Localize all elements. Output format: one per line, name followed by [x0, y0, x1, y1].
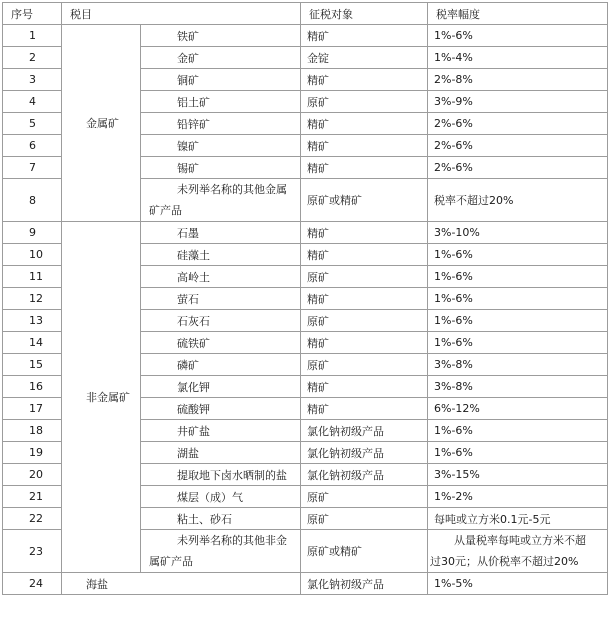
item-name: 氯化钾	[141, 376, 301, 398]
table-row	[3, 573, 608, 595]
tax-object: 原矿或精矿	[301, 530, 428, 573]
tax-object: 精矿	[301, 332, 428, 354]
row-number: 22	[3, 508, 62, 530]
item-name: 提取地下卤水晒制的盐	[141, 464, 301, 486]
item-name: 铁矿	[141, 25, 301, 47]
row-number: 1	[3, 25, 62, 47]
item-name-line1: 未列举名称的其他金属	[177, 183, 287, 196]
item-name: 煤层（成）气	[141, 486, 301, 508]
tax-rate: 1%-6%	[428, 442, 608, 464]
tax-rate-table	[2, 2, 608, 595]
item-name-line2: 属矿产品	[149, 555, 193, 568]
item-name: 铅锌矿	[141, 113, 301, 135]
item-name: 海盐	[62, 573, 301, 595]
row-number: 2	[3, 47, 62, 69]
row-number: 21	[3, 486, 62, 508]
item-name: 铝土矿	[141, 91, 301, 113]
item-name: 铜矿	[141, 69, 301, 91]
tax-rate: 1%-6%	[428, 288, 608, 310]
tax-object: 氯化钠初级产品	[301, 573, 428, 595]
tax-rate: 2%-6%	[428, 113, 608, 135]
row-number: 16	[3, 376, 62, 398]
tax-object: 氯化钠初级产品	[301, 442, 428, 464]
tax-rate: 6%-12%	[428, 398, 608, 420]
row-number: 8	[3, 179, 62, 222]
tax-object: 精矿	[301, 376, 428, 398]
row-number: 7	[3, 157, 62, 179]
row-number: 14	[3, 332, 62, 354]
row-number: 9	[3, 222, 62, 244]
item-name	[141, 530, 301, 573]
tax-rate	[428, 530, 608, 573]
tax-object: 原矿	[301, 354, 428, 376]
item-name-line1: 未列举名称的其他非金	[177, 534, 287, 547]
row-number: 13	[3, 310, 62, 332]
tax-object: 氯化钠初级产品	[301, 420, 428, 442]
item-name: 石墨	[141, 222, 301, 244]
row-number: 11	[3, 266, 62, 288]
tax-rate-line1: 从量税率每吨或立方米不超	[454, 534, 586, 547]
table-row	[3, 222, 608, 244]
tax-rate: 1%-6%	[428, 244, 608, 266]
tax-rate: 1%-2%	[428, 486, 608, 508]
tax-object: 精矿	[301, 398, 428, 420]
tax-rate: 3%-8%	[428, 376, 608, 398]
tax-rate: 1%-4%	[428, 47, 608, 69]
item-name: 磷矿	[141, 354, 301, 376]
item-name: 湖盐	[141, 442, 301, 464]
item-name: 石灰石	[141, 310, 301, 332]
tax-rate: 3%-9%	[428, 91, 608, 113]
tax-object: 精矿	[301, 244, 428, 266]
tax-rate: 每吨或立方米0.1元-5元	[428, 508, 608, 530]
row-number: 23	[3, 530, 62, 573]
item-name: 硅藻土	[141, 244, 301, 266]
tax-object: 精矿	[301, 157, 428, 179]
item-name: 硫酸钾	[141, 398, 301, 420]
tax-rate: 1%-6%	[428, 266, 608, 288]
item-name-line2: 矿产品	[149, 204, 182, 217]
row-number: 6	[3, 135, 62, 157]
item-name: 井矿盐	[141, 420, 301, 442]
tax-rate: 税率不超过20%	[428, 179, 608, 222]
item-name: 锡矿	[141, 157, 301, 179]
row-number: 24	[3, 573, 62, 595]
tax-rate: 1%-6%	[428, 25, 608, 47]
tax-object: 精矿	[301, 25, 428, 47]
item-name: 粘土、砂石	[141, 508, 301, 530]
tax-rate: 3%-8%	[428, 354, 608, 376]
tax-rate: 2%-6%	[428, 157, 608, 179]
tax-object: 氯化钠初级产品	[301, 464, 428, 486]
item-name: 萤石	[141, 288, 301, 310]
tax-rate: 1%-6%	[428, 420, 608, 442]
table-row	[3, 25, 608, 47]
tax-rate-line2: 过30元；从价税率不超过20%	[430, 555, 579, 568]
header-row	[3, 3, 608, 25]
header-no: 序号	[3, 3, 62, 25]
tax-rate: 1%-6%	[428, 310, 608, 332]
item-name	[141, 179, 301, 222]
tax-object: 原矿	[301, 508, 428, 530]
item-name: 高岭土	[141, 266, 301, 288]
tax-object: 原矿	[301, 91, 428, 113]
tax-object: 金锭	[301, 47, 428, 69]
row-number: 5	[3, 113, 62, 135]
tax-object: 精矿	[301, 135, 428, 157]
tax-rate: 3%-15%	[428, 464, 608, 486]
tax-rate: 1%-6%	[428, 332, 608, 354]
row-number: 17	[3, 398, 62, 420]
tax-object: 原矿	[301, 310, 428, 332]
item-name: 金矿	[141, 47, 301, 69]
tax-object: 精矿	[301, 113, 428, 135]
tax-object: 原矿	[301, 486, 428, 508]
row-number: 4	[3, 91, 62, 113]
group-label-metal: 金属矿	[62, 25, 141, 222]
tax-object: 精矿	[301, 222, 428, 244]
tax-object: 原矿或精矿	[301, 179, 428, 222]
tax-rate: 2%-8%	[428, 69, 608, 91]
header-object: 征税对象	[301, 3, 428, 25]
row-number: 19	[3, 442, 62, 464]
row-number: 3	[3, 69, 62, 91]
item-name: 镍矿	[141, 135, 301, 157]
tax-rate: 1%-5%	[428, 573, 608, 595]
row-number: 10	[3, 244, 62, 266]
tax-object: 原矿	[301, 266, 428, 288]
row-number: 12	[3, 288, 62, 310]
tax-object: 精矿	[301, 288, 428, 310]
row-number: 18	[3, 420, 62, 442]
tax-rate: 2%-6%	[428, 135, 608, 157]
row-number: 20	[3, 464, 62, 486]
tax-object: 精矿	[301, 69, 428, 91]
item-name: 硫铁矿	[141, 332, 301, 354]
row-number: 15	[3, 354, 62, 376]
header-rate: 税率幅度	[428, 3, 608, 25]
group-label-nonmetal: 非金属矿	[62, 222, 141, 573]
header-item: 税目	[62, 3, 301, 25]
tax-rate: 3%-10%	[428, 222, 608, 244]
